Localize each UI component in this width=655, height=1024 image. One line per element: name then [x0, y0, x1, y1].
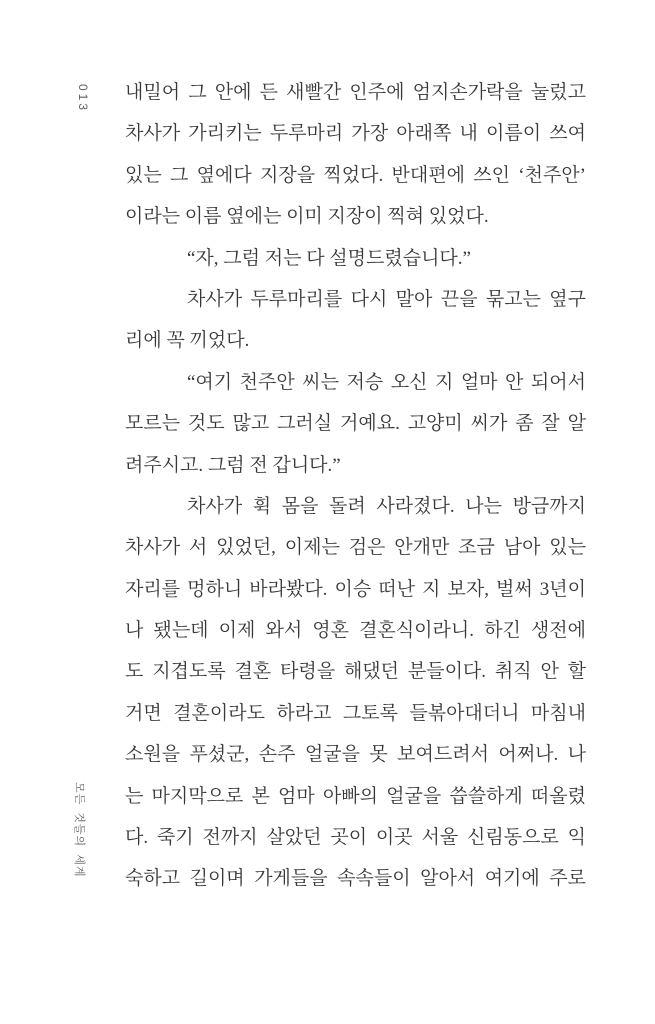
text-line: 리에 꼭 끼었다. — [125, 330, 250, 352]
text-line: “여기 천주안 씨는 저승 오신 지 얼마 안 되어서 — [187, 371, 586, 393]
text-line: 차사가 두루마리를 다시 말아 끈을 묶고는 옆구 — [187, 288, 586, 310]
page-number: 013 — [76, 84, 90, 114]
body-text — [125, 72, 586, 900]
text-line: 려주시고. 그럼 전 갑니다.” — [125, 454, 341, 476]
text-line: 자리를 멍하니 바라봤다. 이승 떠난 지 보자, 벌써 3년이 — [125, 578, 586, 600]
text-line: 숙하고 길이며 가게들을 속속들이 알아서 여기에 주로 — [125, 868, 586, 890]
text-line: 내밀어 그 안에 든 새빨간 인주에 엄지손가락을 눌렀고 — [125, 82, 586, 103]
text-line: 거면 결혼이라도 하라고 그토록 들볶아대더니 마침내 — [125, 702, 586, 724]
text-line: 차사가 가리키는 두루마리 가장 아래쪽 내 이름이 쓰여 — [125, 123, 586, 145]
text-line: 있는 그 옆에다 지장을 찍었다. 반대편에 쓰인 ‘천주안’ — [125, 164, 586, 186]
text-line: 차사가 서 있었던, 이제는 검은 안개만 조금 남아 있는 — [125, 537, 586, 559]
text-line: “자, 그럼 저는 다 설명드렸습니다.” — [187, 247, 471, 269]
text-line: 모르는 것도 많고 그러실 거예요. 고양미 씨가 좀 잘 알 — [125, 413, 586, 435]
text-line: 도 지겹도록 결혼 타령을 해댔던 분들이다. 취직 안 할 — [125, 661, 586, 683]
text-line: 차사가 휙 몸을 돌려 사라졌다. 나는 방금까지 — [187, 495, 586, 517]
text-line: 소원을 푸셨군, 손주 얼굴을 못 보여드려서 어쩌나. 나 — [125, 744, 586, 766]
text-line: 나 됐는데 이제 와서 영혼 결혼식이라니. 하긴 생전에 — [125, 620, 586, 642]
text-line: 는 마지막으로 본 엄마 아빠의 얼굴을 씁쓸하게 떠올렸 — [125, 785, 586, 807]
book-title-vertical: 모든 것들의 세계 — [73, 782, 85, 878]
text-line: 이라는 이름 옆에는 이미 지장이 찍혀 있었다. — [125, 206, 489, 228]
text-line: 다. 죽기 전까지 살았던 곳이 이곳 서울 신림동으로 익 — [125, 827, 586, 849]
